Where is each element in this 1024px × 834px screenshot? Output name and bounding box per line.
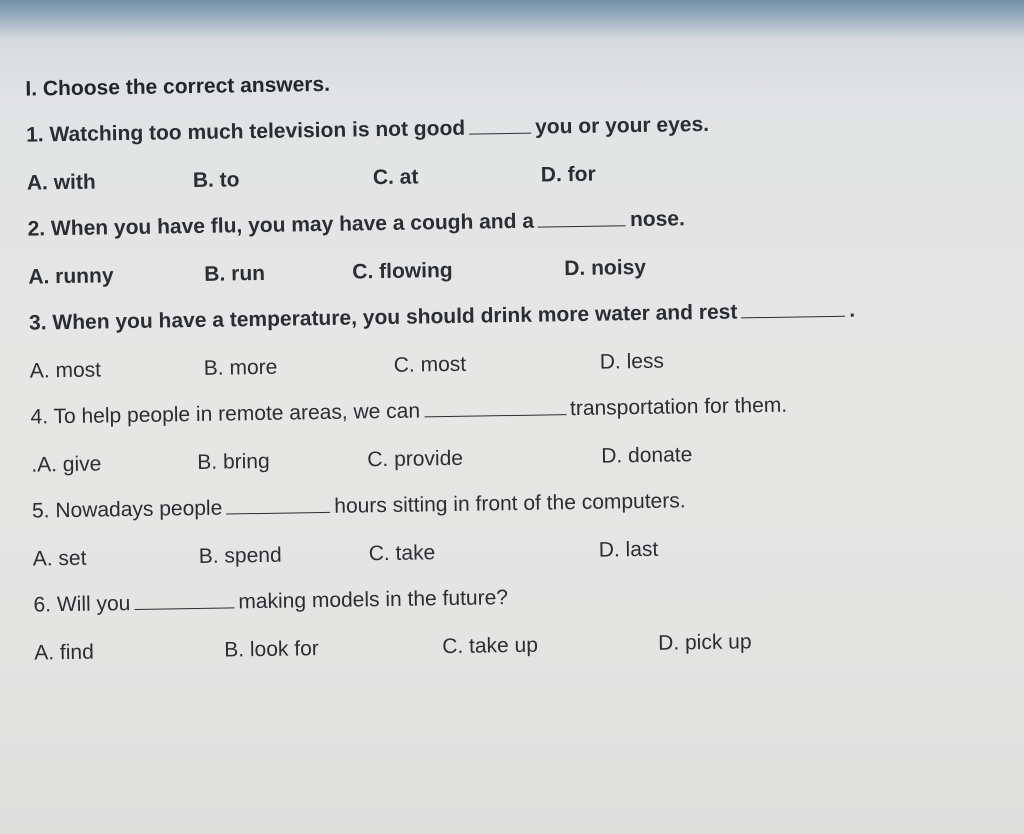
question-3-stem-after: .	[849, 298, 856, 322]
section-heading: I. Choose the correct answers.	[25, 72, 331, 101]
question-1-option-d: D. for	[540, 162, 596, 187]
question-2-option-b: B. run	[204, 261, 266, 286]
question-4-option-d: D. donate	[601, 443, 693, 468]
question-3-blank	[741, 300, 845, 319]
question-1-stem-after: you or your eyes.	[534, 112, 710, 139]
question-3-stem-before: 3. When you have a temperature, you should drink more water and rest	[28, 300, 738, 335]
question-5-option-a: A. set	[32, 546, 87, 571]
question-5-stem-after: hours sitting in front of the computers.	[334, 489, 686, 518]
question-2-option-d: D. noisy	[564, 255, 647, 281]
question-6-option-c: C. take up	[442, 633, 539, 659]
question-1-stem-before: 1. Watching too much television is not good	[25, 116, 466, 147]
question-5-option-c: C. take	[368, 541, 436, 566]
question-4	[30, 394, 787, 436]
question-2-stem-after: nose.	[629, 207, 686, 232]
question-3	[29, 299, 856, 342]
question-5-stem-before: 5. Nowadays people	[31, 496, 223, 523]
question-3-option-d: D. less	[599, 349, 665, 374]
question-3-option-a: A. most	[29, 358, 102, 383]
question-6-stem-before: 6. Will you	[33, 592, 131, 617]
question-6-option-a: A. find	[34, 640, 94, 665]
question-2	[27, 207, 685, 247]
question-2-option-a: A. runny	[28, 264, 114, 289]
question-2-stem-before: 2. When you have flu, you may have a cough and a	[27, 209, 535, 241]
question-1	[26, 113, 709, 154]
question-5-option-d: D. last	[598, 537, 659, 562]
question-6-option-b: B. look for	[224, 637, 319, 662]
question-1-option-b: B. to	[192, 168, 240, 192]
question-4-stem-before: 4. To help people in remote areas, we can	[30, 399, 421, 429]
question-3-option-b: B. more	[203, 355, 278, 380]
question-6-option-d: D. pick up	[658, 630, 752, 655]
question-1-option-a: A. with	[26, 170, 96, 195]
question-6-stem-after: making models in the future?	[238, 586, 509, 614]
question-1-option-c: C. at	[372, 165, 419, 190]
question-4-stem-after: transportation for them.	[569, 393, 788, 421]
question-6	[33, 586, 508, 623]
question-3-option-c: C. most	[393, 352, 467, 377]
question-2-blank	[538, 209, 626, 227]
question-1-blank	[469, 117, 531, 135]
question-2-option-c: C. flowing	[352, 258, 453, 284]
question-4-option-b: B. bring	[197, 449, 270, 474]
question-5-option-b: B. spend	[198, 543, 282, 568]
question-6-blank	[134, 591, 234, 610]
question-4-option-a: .A. give	[31, 452, 102, 477]
question-4-option-c: C. provide	[367, 446, 464, 472]
question-5	[32, 489, 686, 529]
question-4-blank	[424, 398, 566, 417]
question-5-blank	[226, 496, 330, 515]
